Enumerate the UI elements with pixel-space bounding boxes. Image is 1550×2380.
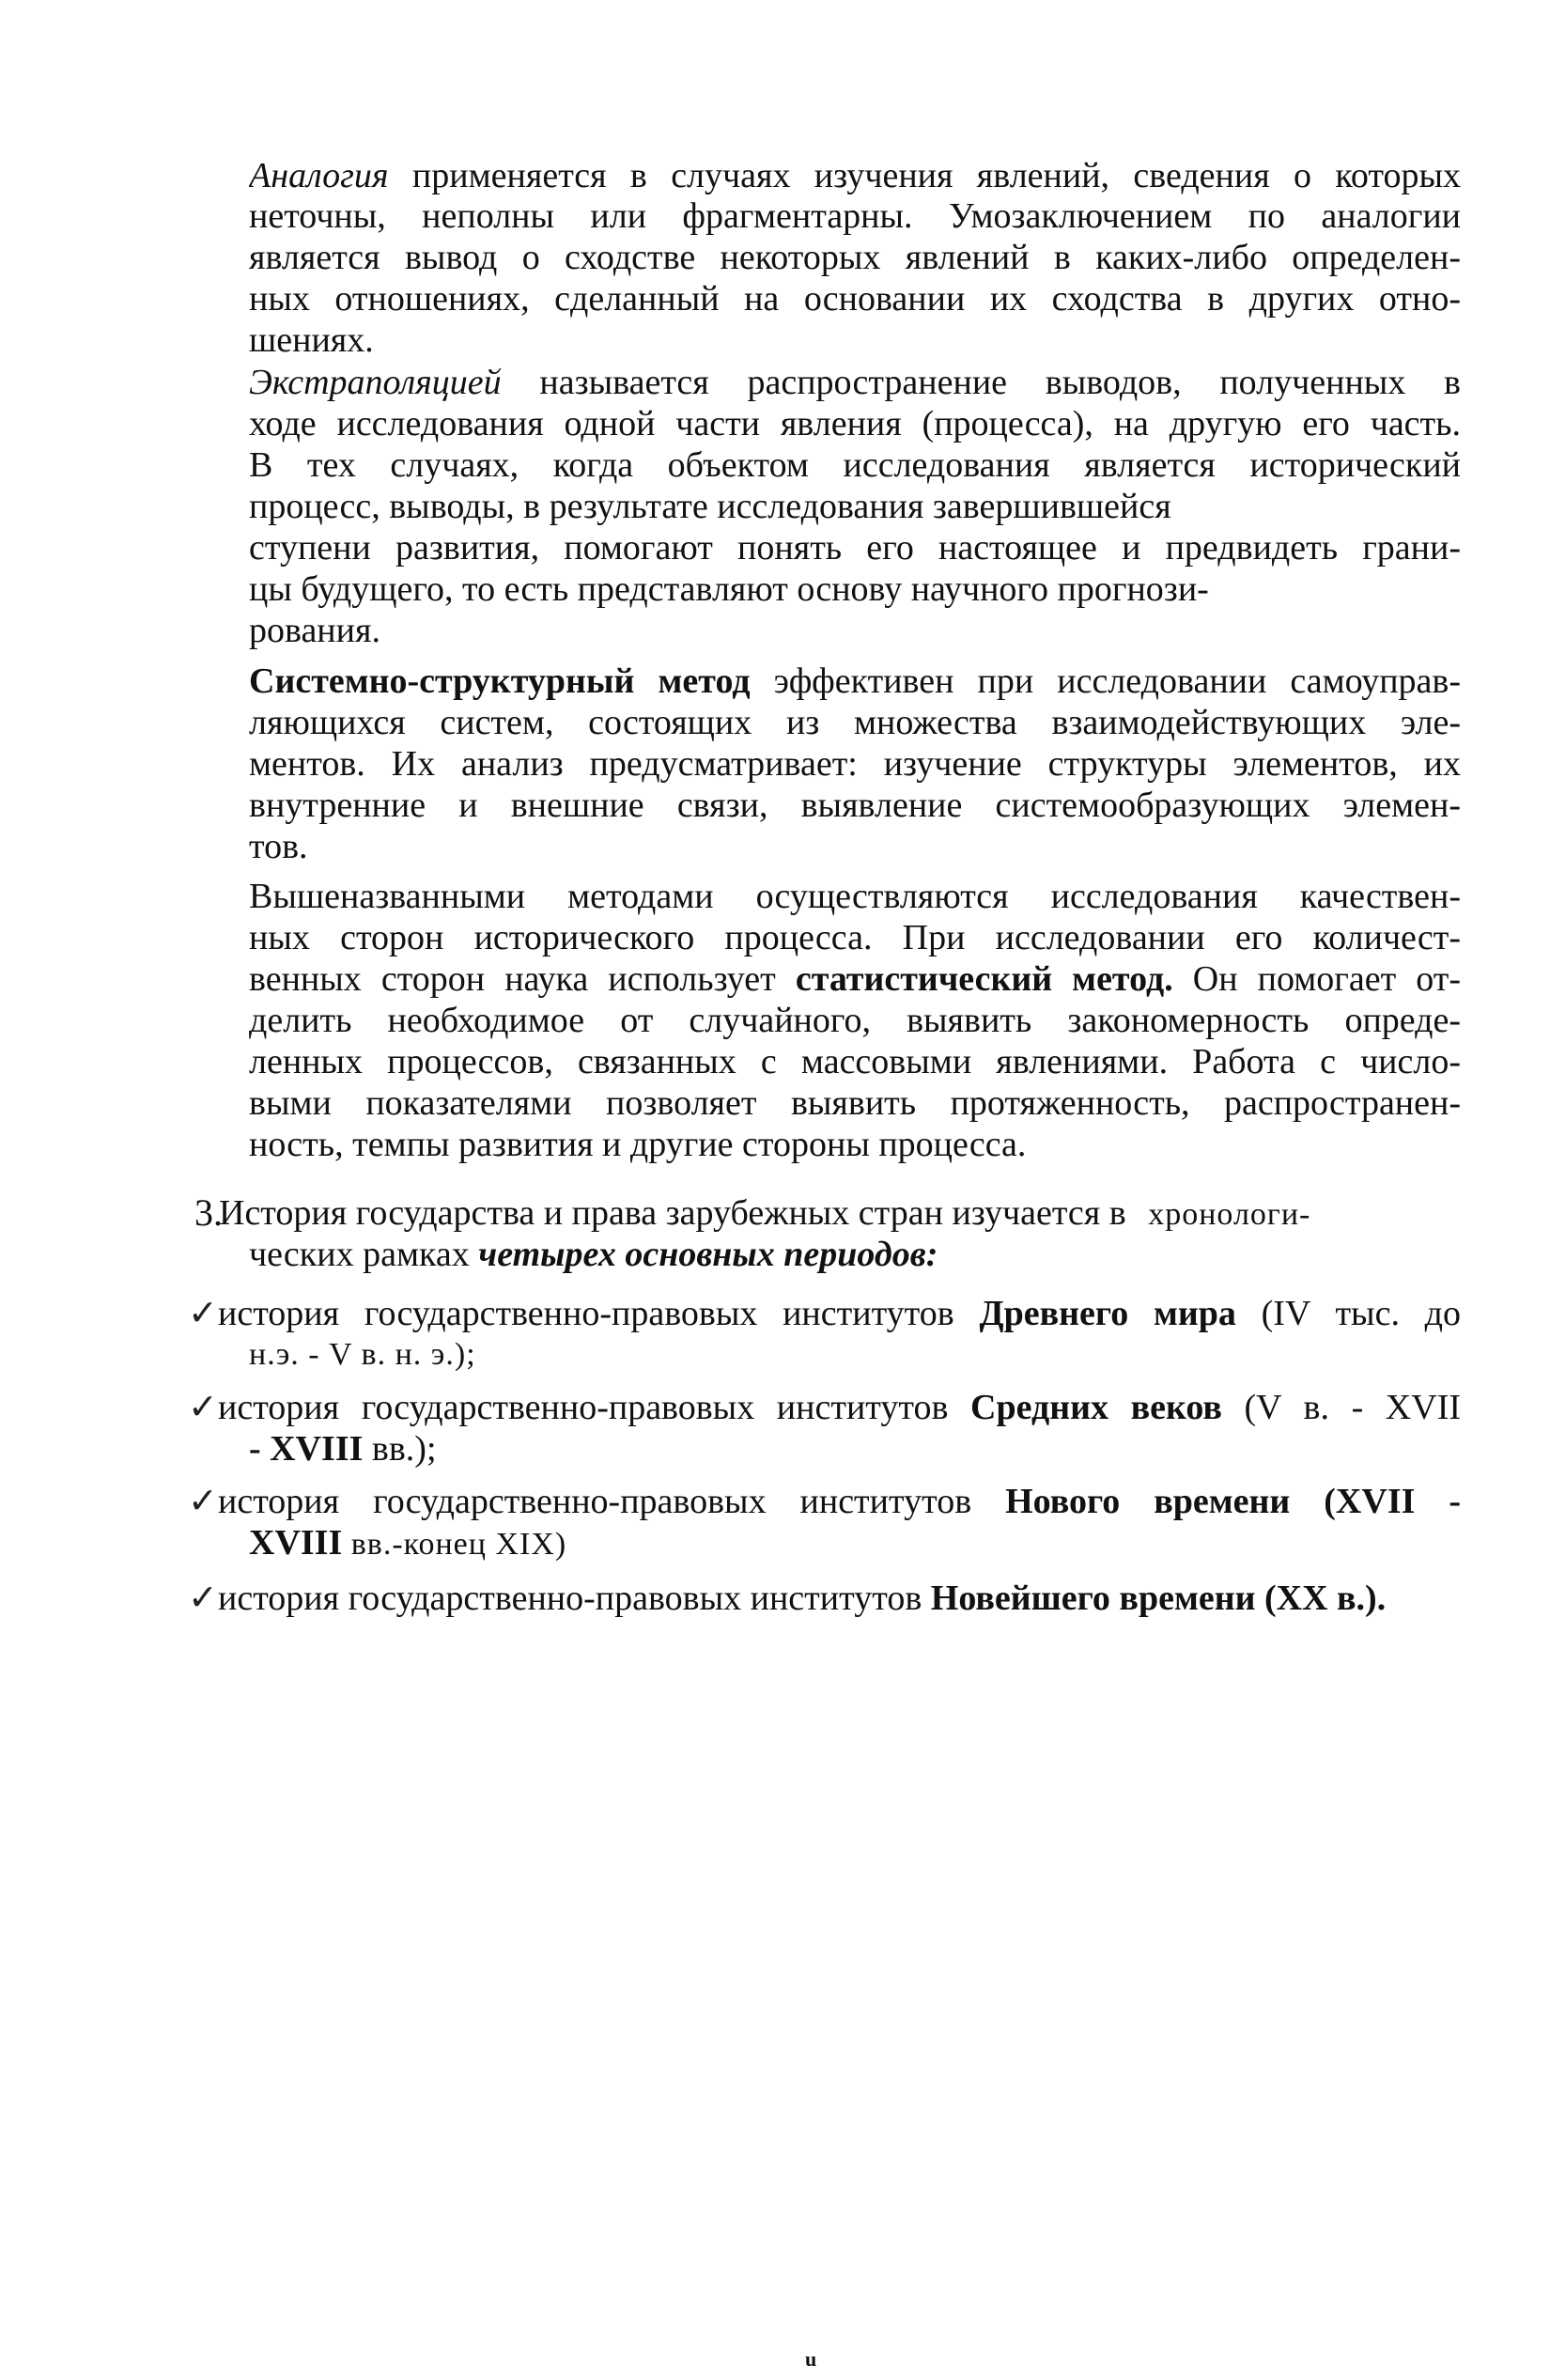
p2-line-6: цы будущего, то есть представляют основу научного прогнози-	[249, 569, 1209, 609]
p2-line-3: В тех случаях, когда объектом исследования является исторический	[249, 445, 1461, 485]
page-number: u	[805, 2347, 817, 2371]
checkmark-icon: ✓	[188, 1388, 218, 1427]
item-number: 3.	[194, 1191, 223, 1234]
p1-line-5: шениях.	[249, 320, 374, 360]
period-name: Нового времени	[1005, 1482, 1291, 1521]
p5-line-1: История государства и права зарубежных стран изучается в хронологи-	[219, 1193, 1311, 1233]
term-four-periods: четырех основных периодов:	[478, 1235, 938, 1274]
p5-line-2: ческих рамках четырех основных периодов:	[249, 1235, 938, 1274]
p4-line-4: делить необходимое от случайного, выявить закономерность опреде-	[249, 1001, 1461, 1040]
p2-line-2: ходе исследования одной части явления (процесса), на другую его часть.	[249, 404, 1461, 443]
term-extrapolation: Экстраполяцией	[249, 363, 502, 402]
p4-line-6: выми показателями позволяет выявить протяженность, распространен-	[249, 1083, 1461, 1123]
p2-line-4: процесс, выводы, в результате исследования завершившейся	[249, 487, 1171, 526]
p4-line-3: венных сторон наука использует статистический метод. Он помогает от-	[249, 959, 1461, 999]
p3-line-4: внутренние и внешние связи, выявление системообразующих элемен-	[249, 786, 1461, 825]
p3-line-1: Системно-структурный метод эффективен при исследовании самоуправ-	[249, 661, 1461, 701]
checkmark-icon: ✓	[188, 1294, 218, 1333]
period-2-line-1: история государственно-правовых институтов Средних веков (V в. - XVII	[218, 1388, 1461, 1427]
p4-line-1: Вышеназванными методами осуществляются исследования качествен-	[249, 877, 1461, 916]
period-name: Средних веков	[970, 1388, 1222, 1427]
term-statistical-method: статистический метод.	[795, 959, 1173, 999]
p2-line-5: ступени развития, помогают понять его настоящее и предвидеть грани-	[249, 528, 1461, 568]
p3-line-3: ментов. Их анализ предусматривает: изучение структуры элементов, их	[249, 744, 1461, 784]
checkmark-icon: ✓	[188, 1482, 218, 1521]
period-1-line-1: история государственно-правовых институтов Древнего мира (IV тыс. до	[218, 1294, 1461, 1333]
p2-line-7: рования.	[249, 611, 380, 650]
p1-line-4: ных отношениях, сделанный на основании их сходства в других отно-	[249, 279, 1461, 319]
period-3-line-1: история государственно-правовых институтов Нового времени (XVII -	[218, 1482, 1461, 1521]
p3-line-2: ляющихся систем, состоящих из множества взаимодействующих эле-	[249, 703, 1461, 742]
period-3-line-2: XVIII вв.-конец XIX)	[249, 1523, 567, 1563]
term-system-structural-method: Системно-структурный метод	[249, 661, 751, 701]
checkmark-icon: ✓	[188, 1579, 218, 1618]
p1-line-2: неточны, неполны или фрагментарны. Умозаключением по аналогии	[249, 196, 1461, 236]
p4-line-7: ность, темпы развития и другие стороны процесса.	[249, 1125, 1027, 1164]
p3-line-5: тов.	[249, 827, 308, 866]
period-2-line-2: - XVIII вв.);	[249, 1429, 437, 1469]
p1-line-1: Аналогия применяется в случаях изучения явлений, сведения о которых	[249, 156, 1461, 195]
p4-line-2: ных сторон исторического процесса. При исследовании его количест-	[249, 918, 1461, 957]
p4-line-5: ленных процессов, связанных с массовыми явлениями. Работа с число-	[249, 1042, 1461, 1081]
p1-line-3: является вывод о сходстве некоторых явлений в каких-либо определен-	[249, 238, 1461, 277]
period-4-line-1: история государственно-правовых институтов Новейшего времени (XX в.).	[218, 1579, 1387, 1618]
period-1-line-2: н.э. - V в. н. э.);	[249, 1337, 476, 1372]
period-name: Древнего мира	[979, 1294, 1236, 1333]
p2-line-1: Экстраполяцией называется распространение выводов, полученных в	[249, 363, 1461, 402]
period-name: Новейшего времени	[930, 1579, 1256, 1618]
term-analogy: Аналогия	[249, 156, 389, 195]
